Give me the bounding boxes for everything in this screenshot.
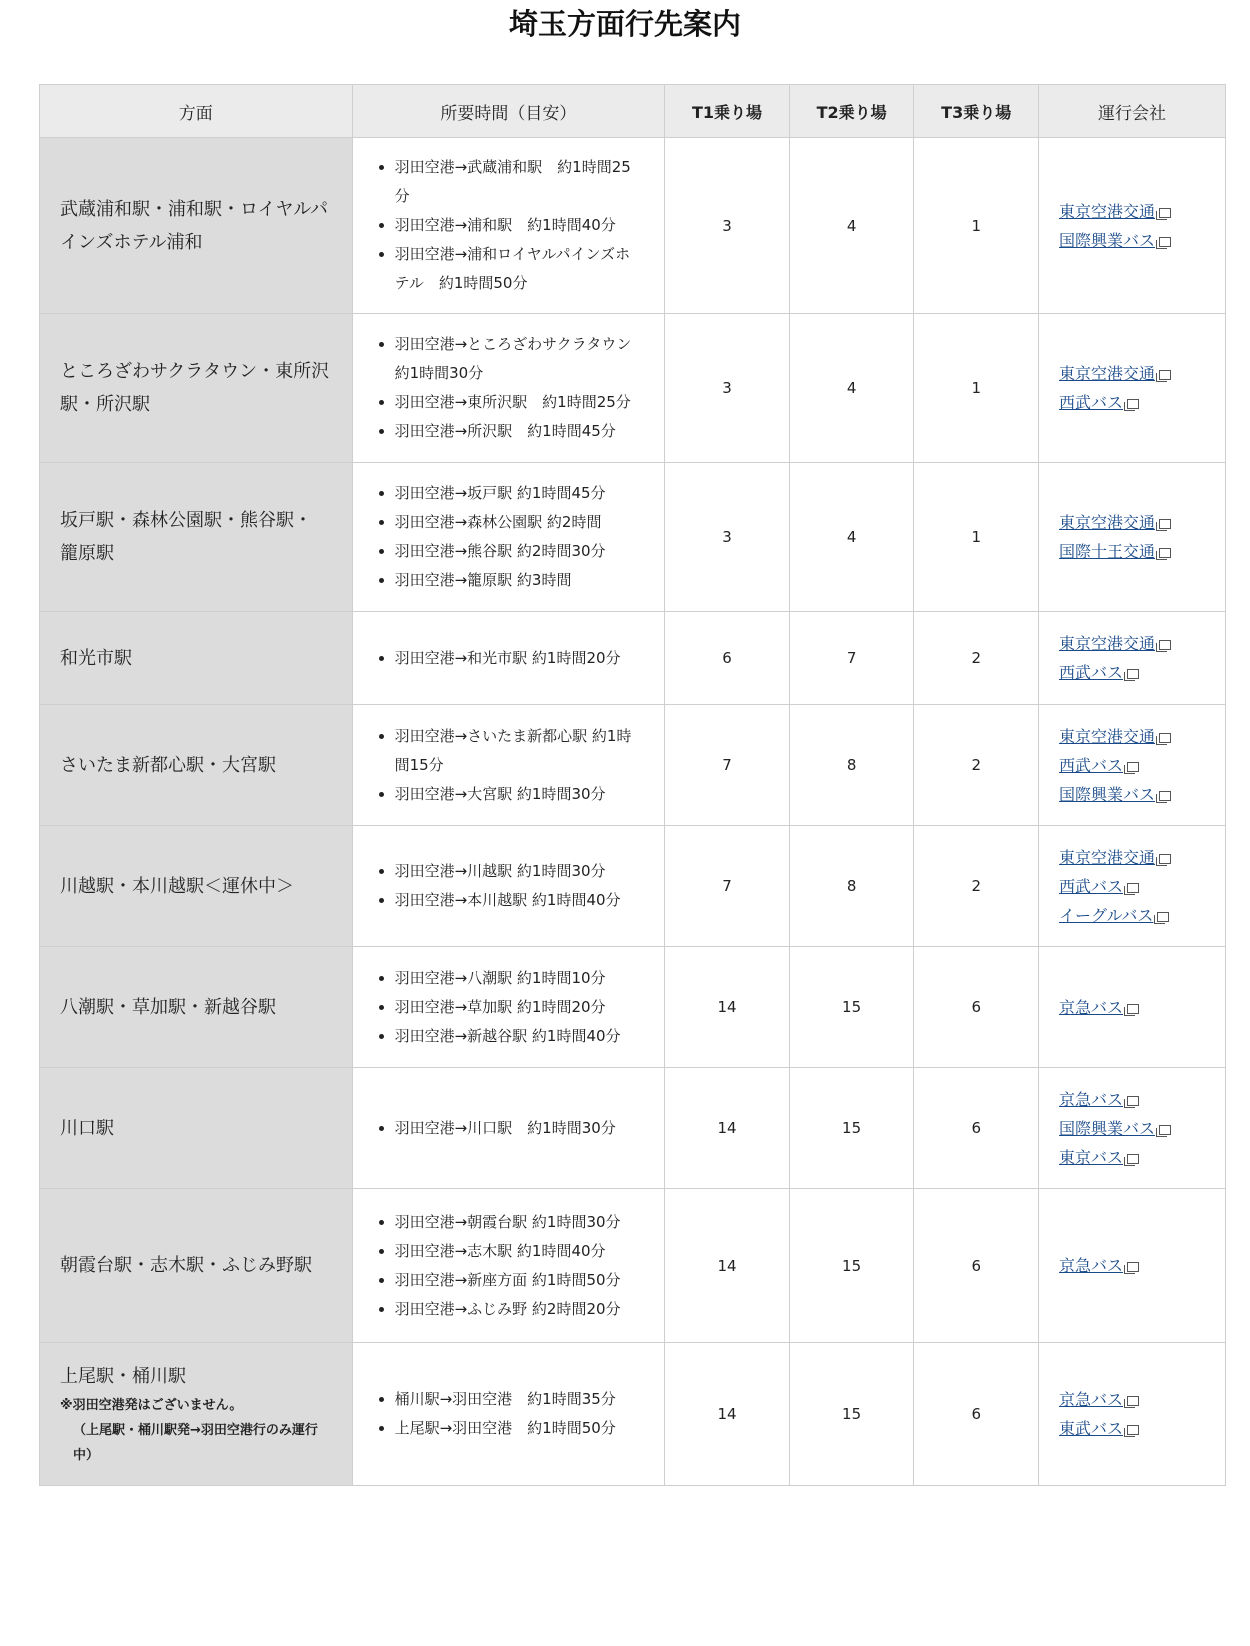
company-name[interactable]: 東京空港交通 bbox=[1059, 364, 1156, 383]
time-item: • 羽田空港→和光市駅 約1時間20分 bbox=[395, 644, 645, 673]
time-item: • 羽田空港→浦和駅 約1時間40分 bbox=[395, 211, 645, 240]
time-list bbox=[375, 1208, 645, 1324]
header-time: 所要時間（目安） bbox=[352, 85, 665, 138]
company-name[interactable]: 西武バス bbox=[1059, 393, 1124, 412]
time-list bbox=[375, 1385, 645, 1443]
time-cell bbox=[352, 612, 665, 705]
area-cell bbox=[40, 826, 353, 947]
t3-platform: 1 bbox=[914, 463, 1039, 612]
time-item: • 羽田空港→本川越駅 約1時間40分 bbox=[395, 886, 645, 915]
t1-platform: 7 bbox=[665, 826, 790, 947]
external-link-icon bbox=[1159, 237, 1171, 247]
table-body bbox=[40, 138, 1226, 1486]
time-list bbox=[375, 330, 645, 446]
time-item: • 羽田空港→熊谷駅 約2時間30分 bbox=[395, 537, 645, 566]
company-cell bbox=[1039, 1343, 1226, 1486]
company-name[interactable]: 東京空港交通 bbox=[1059, 513, 1156, 532]
table-row bbox=[40, 1189, 1226, 1343]
company-link[interactable] bbox=[1059, 197, 1215, 226]
company-cell bbox=[1039, 826, 1226, 947]
area-name: 朝霞台駅・志木駅・ふじみ野駅 bbox=[60, 1255, 312, 1276]
time-item: • 羽田空港→志木駅 約1時間40分 bbox=[395, 1237, 645, 1266]
area-cell bbox=[40, 1189, 353, 1343]
company-cell bbox=[1039, 463, 1226, 612]
time-item: • 羽田空港→籠原駅 約3時間 bbox=[395, 566, 645, 595]
t3-platform: 2 bbox=[914, 705, 1039, 826]
company-link[interactable] bbox=[1059, 537, 1215, 566]
company-name[interactable]: 国際十王交通 bbox=[1059, 542, 1156, 561]
t3-platform: 6 bbox=[914, 1189, 1039, 1343]
time-item: • 羽田空港→森林公園駅 約2時間 bbox=[395, 508, 645, 537]
area-note bbox=[60, 1393, 330, 1468]
external-link-icon bbox=[1127, 1425, 1139, 1435]
destination-table bbox=[39, 84, 1226, 1486]
time-item: • 羽田空港→川越駅 約1時間30分 bbox=[395, 857, 645, 886]
time-cell bbox=[352, 138, 665, 314]
time-item: • 羽田空港→八潮駅 約1時間10分 bbox=[395, 964, 645, 993]
t3-platform: 2 bbox=[914, 826, 1039, 947]
area-name: 和光市駅 bbox=[60, 647, 132, 669]
table-row bbox=[40, 1343, 1226, 1486]
table-row bbox=[40, 705, 1226, 826]
area-name: 坂戸駅・森林公園駅・熊谷駅・籠原駅 bbox=[60, 510, 312, 564]
time-item: • 羽田空港→川口駅 約1時間30分 bbox=[395, 1114, 645, 1143]
company-name[interactable]: 東武バス bbox=[1059, 1419, 1124, 1438]
area-name: 八潮駅・草加駅・新越谷駅 bbox=[60, 996, 276, 1018]
time-list bbox=[375, 857, 645, 915]
time-list bbox=[375, 153, 645, 298]
area-name: ところざわサクラタウン・東所沢駅・所沢駅 bbox=[60, 361, 330, 415]
t3-platform: 1 bbox=[914, 138, 1039, 314]
t2-platform: 4 bbox=[789, 463, 914, 612]
time-cell bbox=[352, 705, 665, 826]
t3-platform: 2 bbox=[914, 612, 1039, 705]
time-cell bbox=[352, 1189, 665, 1343]
company-link[interactable] bbox=[1059, 872, 1215, 901]
external-link-icon bbox=[1159, 640, 1171, 650]
t2-platform: 7 bbox=[789, 612, 914, 705]
company-link[interactable] bbox=[1059, 1143, 1215, 1172]
company-name[interactable]: 西武バス bbox=[1059, 876, 1124, 896]
time-item: • 桶川駅→羽田空港 約1時間35分 bbox=[395, 1385, 645, 1414]
time-item: • 羽田空港→朝霞台駅 約1時間30分 bbox=[395, 1208, 645, 1237]
t2-platform: 8 bbox=[789, 826, 914, 947]
t1-platform: 14 bbox=[665, 1343, 790, 1486]
company-cell bbox=[1039, 314, 1226, 463]
t1-platform: 7 bbox=[665, 705, 790, 826]
time-item: • 羽田空港→さいたま新都心駅 約1時間15分 bbox=[395, 722, 645, 780]
t3-platform: 6 bbox=[914, 947, 1039, 1068]
company-link[interactable] bbox=[1059, 658, 1215, 687]
external-link-icon bbox=[1127, 399, 1139, 409]
t3-platform: 6 bbox=[914, 1343, 1039, 1486]
time-item: • 羽田空港→坂戸駅 約1時間45分 bbox=[395, 479, 645, 508]
table-row bbox=[40, 314, 1226, 463]
company-name[interactable]: 東京空港交通 bbox=[1059, 201, 1156, 221]
external-link-icon bbox=[1159, 208, 1171, 218]
company-link[interactable] bbox=[1059, 629, 1215, 658]
header-company: 運行会社 bbox=[1039, 85, 1226, 138]
external-link-icon bbox=[1159, 519, 1171, 529]
area-cell bbox=[40, 463, 353, 612]
company-name[interactable]: 京急バス bbox=[1059, 1390, 1124, 1409]
company-name[interactable]: 東京バス bbox=[1059, 1147, 1124, 1167]
external-link-icon bbox=[1159, 791, 1171, 801]
time-cell bbox=[352, 463, 665, 612]
t1-platform: 3 bbox=[665, 138, 790, 314]
company-link[interactable] bbox=[1059, 508, 1215, 537]
company-link[interactable] bbox=[1059, 843, 1215, 872]
time-cell bbox=[352, 314, 665, 463]
time-list bbox=[375, 722, 645, 809]
external-link-icon bbox=[1127, 1262, 1139, 1272]
t2-platform: 15 bbox=[789, 1189, 914, 1343]
company-link[interactable] bbox=[1059, 226, 1215, 255]
company-name[interactable]: 国際興業バス bbox=[1059, 784, 1156, 804]
t1-platform: 3 bbox=[665, 463, 790, 612]
company-link[interactable] bbox=[1059, 780, 1215, 809]
time-item: • 羽田空港→新越谷駅 約1時間40分 bbox=[395, 1022, 645, 1051]
t3-platform: 1 bbox=[914, 314, 1039, 463]
time-list bbox=[375, 1114, 645, 1143]
t3-platform: 6 bbox=[914, 1068, 1039, 1189]
time-item: • 羽田空港→新座方面 約1時間50分 bbox=[395, 1266, 645, 1295]
company-link[interactable] bbox=[1059, 751, 1215, 780]
area-name: 武蔵浦和駅・浦和駅・ロイヤルパインズホテル浦和 bbox=[60, 198, 329, 253]
time-item: • 羽田空港→ところざわサクラタウン 約1時間30分 bbox=[395, 330, 645, 388]
company-name[interactable]: 国際興業バス bbox=[1059, 230, 1156, 250]
company-name[interactable]: 京急バス bbox=[1059, 1089, 1124, 1109]
time-cell bbox=[352, 1068, 665, 1189]
time-list bbox=[375, 479, 645, 595]
t1-platform: 14 bbox=[665, 1189, 790, 1343]
t2-platform: 15 bbox=[789, 1343, 914, 1486]
external-link-icon bbox=[1159, 370, 1171, 380]
time-cell bbox=[352, 947, 665, 1068]
external-link-icon bbox=[1159, 548, 1171, 558]
external-link-icon bbox=[1127, 1096, 1139, 1106]
area-name: 川越駅・本川越駅＜運休中＞ bbox=[60, 875, 294, 897]
table-header-row bbox=[40, 85, 1226, 138]
t2-platform: 4 bbox=[789, 138, 914, 314]
company-link[interactable] bbox=[1059, 359, 1215, 388]
company-cell bbox=[1039, 1068, 1226, 1189]
t2-platform: 8 bbox=[789, 705, 914, 826]
company-cell bbox=[1039, 138, 1226, 314]
time-list bbox=[375, 964, 645, 1051]
external-link-icon bbox=[1127, 669, 1139, 679]
table-row bbox=[40, 612, 1226, 705]
company-link[interactable] bbox=[1059, 1251, 1215, 1280]
t1-platform: 3 bbox=[665, 314, 790, 463]
company-cell bbox=[1039, 947, 1226, 1068]
company-name[interactable]: 東京空港交通 bbox=[1059, 726, 1156, 746]
time-item: • 羽田空港→浦和ロイヤルパインズホテル 約1時間50分 bbox=[395, 240, 645, 298]
time-list bbox=[375, 644, 645, 673]
external-link-icon bbox=[1127, 762, 1139, 772]
external-link-icon bbox=[1127, 883, 1139, 893]
company-name[interactable]: 東京空港交通 bbox=[1059, 847, 1156, 867]
time-item: • 羽田空港→武蔵浦和駅 約1時間25分 bbox=[395, 153, 645, 211]
header-t1: T1乗り場 bbox=[665, 85, 790, 138]
company-link[interactable] bbox=[1059, 1414, 1215, 1443]
time-cell bbox=[352, 1343, 665, 1486]
header-t3: T3乗り場 bbox=[914, 85, 1039, 138]
company-cell bbox=[1039, 705, 1226, 826]
company-cell bbox=[1039, 612, 1226, 705]
company-link[interactable] bbox=[1059, 901, 1215, 930]
time-item: • 羽田空港→ふじみ野 約2時間20分 bbox=[395, 1295, 645, 1324]
external-link-icon bbox=[1157, 912, 1169, 922]
company-link[interactable] bbox=[1059, 1114, 1215, 1143]
company-link[interactable] bbox=[1059, 1385, 1215, 1414]
area-cell bbox=[40, 947, 353, 1068]
table-row bbox=[40, 826, 1226, 947]
area-name: さいたま新都心駅・大宮駅 bbox=[60, 754, 276, 776]
external-link-icon bbox=[1159, 733, 1171, 743]
company-link[interactable] bbox=[1059, 388, 1215, 417]
area-cell bbox=[40, 314, 353, 463]
area-name: 川口駅 bbox=[60, 1117, 114, 1139]
t2-platform: 15 bbox=[789, 1068, 914, 1189]
external-link-icon bbox=[1159, 1125, 1171, 1135]
time-item: • 羽田空港→草加駅 約1時間20分 bbox=[395, 993, 645, 1022]
area-note-line: ※羽田空港発はございません。 bbox=[60, 1398, 243, 1413]
t2-platform: 4 bbox=[789, 314, 914, 463]
header-area: 方面 bbox=[40, 85, 353, 138]
area-cell bbox=[40, 612, 353, 705]
company-name[interactable]: 西武バス bbox=[1059, 663, 1124, 682]
company-name[interactable]: イーグルバス bbox=[1059, 905, 1154, 925]
t1-platform: 14 bbox=[665, 1068, 790, 1189]
company-link[interactable] bbox=[1059, 722, 1215, 751]
time-cell bbox=[352, 826, 665, 947]
time-item: • 上尾駅→羽田空港 約1時間50分 bbox=[395, 1414, 645, 1443]
company-link[interactable] bbox=[1059, 993, 1215, 1022]
t2-platform: 15 bbox=[789, 947, 914, 1068]
t1-platform: 6 bbox=[665, 612, 790, 705]
area-cell bbox=[40, 705, 353, 826]
header-t2: T2乗り場 bbox=[789, 85, 914, 138]
external-link-icon bbox=[1127, 1154, 1139, 1164]
company-link[interactable] bbox=[1059, 1085, 1215, 1114]
time-item: • 羽田空港→大宮駅 約1時間30分 bbox=[395, 780, 645, 809]
t1-platform: 14 bbox=[665, 947, 790, 1068]
area-cell bbox=[40, 138, 353, 314]
page-title: 埼玉方面行先案内 bbox=[508, 7, 741, 41]
external-link-icon bbox=[1159, 854, 1171, 864]
table-row bbox=[40, 1068, 1226, 1189]
company-cell bbox=[1039, 1189, 1226, 1343]
area-name: 上尾駅・桶川駅 bbox=[60, 1366, 186, 1387]
area-note-line: （上尾駅・桶川駅発→羽田空港行のみ運行中） bbox=[73, 1423, 318, 1463]
table-row bbox=[40, 947, 1226, 1068]
company-name[interactable]: 東京空港交通 bbox=[1059, 634, 1156, 653]
company-name[interactable]: 西武バス bbox=[1059, 755, 1124, 775]
company-name[interactable]: 国際興業バス bbox=[1059, 1118, 1156, 1138]
external-link-icon bbox=[1127, 1396, 1139, 1406]
table-row bbox=[40, 138, 1226, 314]
time-item: • 羽田空港→所沢駅 約1時間45分 bbox=[395, 417, 645, 446]
company-name[interactable]: 京急バス bbox=[1059, 997, 1124, 1017]
area-cell bbox=[40, 1068, 353, 1189]
company-name[interactable]: 京急バス bbox=[1059, 1256, 1124, 1275]
table-row bbox=[40, 463, 1226, 612]
time-item: • 羽田空港→東所沢駅 約1時間25分 bbox=[395, 388, 645, 417]
external-link-icon bbox=[1127, 1004, 1139, 1014]
area-cell bbox=[40, 1343, 353, 1486]
